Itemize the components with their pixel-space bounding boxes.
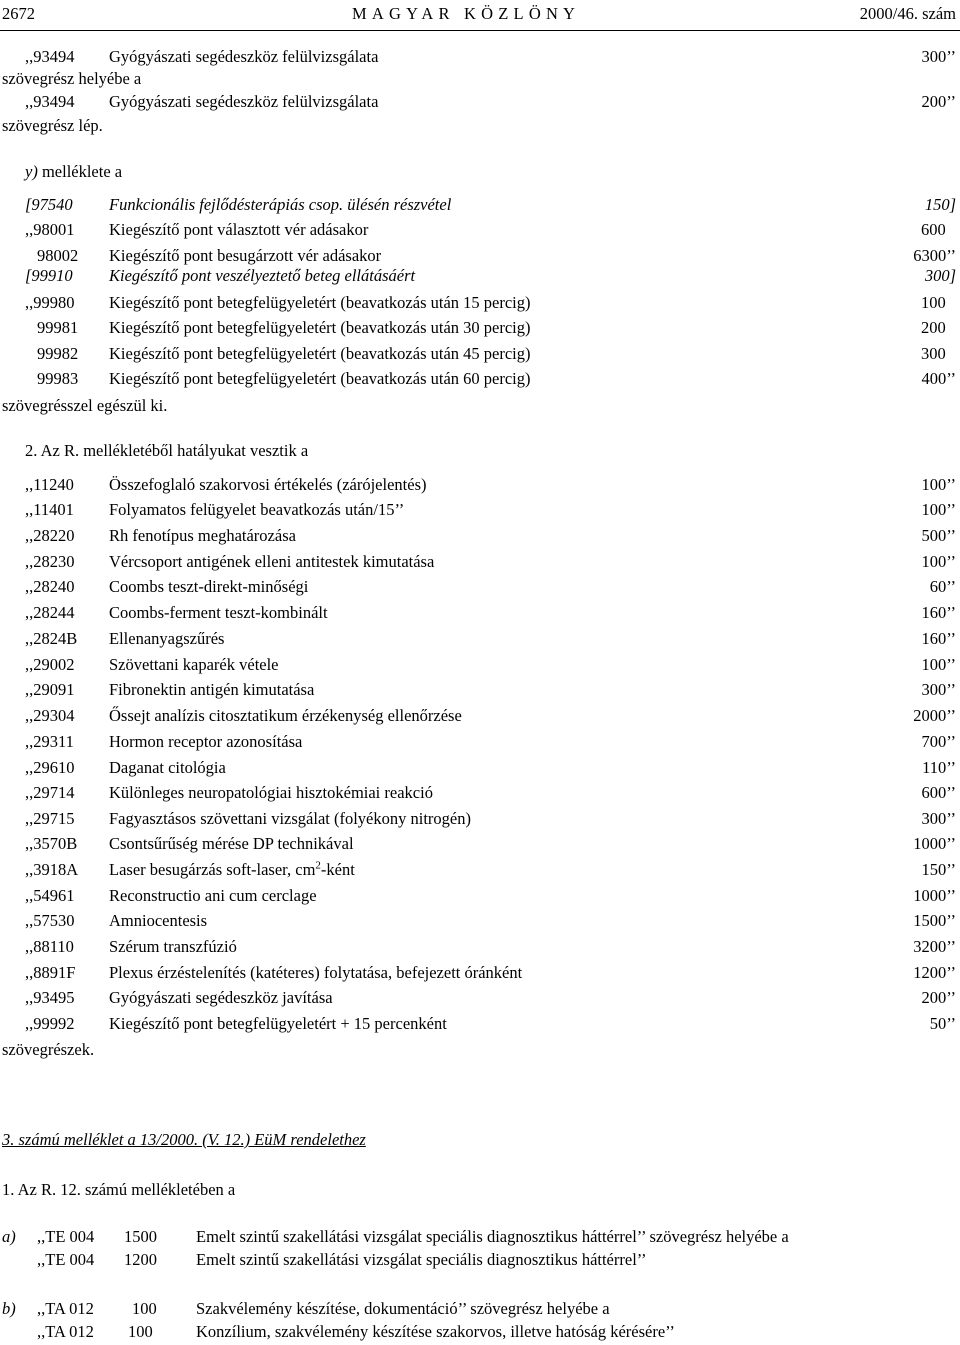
section-heading: 2. Az R. mellékletéből hatályukat vesztik a	[25, 441, 309, 460]
item-text: Szakvélemény készítése, dokumentáció’’ szövegrész helyébe a	[196, 1299, 610, 1318]
entry-desc: Rh fenotípus meghatározása	[109, 526, 296, 545]
entry-code: [97540	[25, 195, 73, 214]
entry-code: ,,28220	[25, 526, 75, 545]
item-letter: b)	[2, 1299, 16, 1318]
issue-number: 2000/46. szám	[859, 4, 956, 23]
entry-value: 200’’	[921, 92, 956, 111]
entry-desc: Kiegészítő pont betegfelügyeletért (beavatkozás után 15 percig)	[109, 293, 531, 312]
entry-value: 50’’	[929, 1014, 956, 1033]
entry-value: 300]	[924, 266, 956, 285]
page-number: 2672	[2, 4, 35, 23]
entry-code: ,,29304	[25, 706, 75, 725]
entry-code: ,,99992	[25, 1014, 75, 1033]
item-letter: a)	[2, 1227, 16, 1246]
entry-code: ,,11240	[25, 475, 74, 494]
entry-value: 160’’	[921, 629, 956, 648]
entry-value: 150’’	[921, 860, 956, 879]
entry-value: 60’’	[929, 577, 956, 596]
entry-desc: Folyamatos felügyelet beavatkozás után/15’’	[109, 500, 405, 519]
entry-desc: Kiegészítő pont besugárzott vér adásakor	[109, 246, 382, 265]
entry-desc	[109, 861, 355, 879]
entry-desc: Coombs teszt-direkt-minőségi	[109, 577, 309, 596]
entry-value: 700’’	[921, 732, 956, 751]
entry-value: 6300’’	[913, 246, 956, 265]
entry-desc: Kiegészítő pont betegfelügyeletért (beavatkozás után 60 percig)	[109, 369, 531, 388]
item-number: 1200	[124, 1250, 157, 1269]
entry-value: 150]	[924, 195, 956, 214]
entry-code: ,,28244	[25, 603, 75, 622]
entry-desc: Összefoglaló szakorvosi értékelés (zárójelentés)	[109, 475, 427, 494]
entry-value: 300	[921, 344, 946, 363]
entry-desc: Amniocentesis	[109, 911, 208, 930]
header-rule	[0, 30, 960, 31]
entry-desc: Szérum transzfúzió	[109, 937, 237, 956]
annex-letter: y)	[25, 162, 38, 181]
item-text: Emelt szintű szakellátási vizsgálat speciális diagnosztikus háttérrel’’	[196, 1250, 647, 1269]
entry-desc: Kiegészítő pont betegfelügyeletért (beavatkozás után 30 percig)	[109, 318, 531, 337]
entry-desc: Fagyasztásos szövettani vizsgálat (folyékony nitrogén)	[109, 809, 471, 828]
entry-value: 1200’’	[913, 963, 956, 982]
item-code: ,,TE 004	[37, 1250, 95, 1269]
entry-desc: Szövettani kaparék vétele	[109, 655, 279, 674]
entry-code: ,,98001	[25, 220, 75, 239]
entry-value: 100	[921, 293, 946, 312]
entry-desc: Vércsoport antigének elleni antitestek kimutatása	[109, 552, 435, 571]
entry-value: 200	[921, 318, 946, 337]
entry-code: ,,93495	[25, 988, 75, 1007]
connector-text: szövegrész helyébe a	[2, 69, 142, 88]
entry-desc: Kiegészítő pont betegfelügyeletért (beavatkozás után 45 percig)	[109, 344, 531, 363]
entry-code: ,,29311	[25, 732, 74, 751]
entry-code: ,,57530	[25, 911, 75, 930]
entry-code: ,,2824B	[25, 629, 78, 648]
entry-code: ,,11401	[25, 500, 74, 519]
entry-desc: Gyógyászati segédeszköz javítása	[109, 988, 333, 1007]
entry-value: 100’’	[921, 475, 956, 494]
entry-value: 1500’’	[913, 911, 956, 930]
entry-desc: Gyógyászati segédeszköz felülvizsgálata	[109, 92, 379, 111]
entry-desc: Ellenanyagszűrés	[109, 629, 225, 648]
entry-value: 160’’	[921, 603, 956, 622]
entry-desc: Reconstructio ani cum cerclage	[109, 886, 317, 905]
entry-code: ,,93494	[25, 47, 75, 66]
connector-text: szövegrésszel egészül ki.	[2, 396, 168, 415]
entry-desc: Kiegészítő pont veszélyeztető beteg ellátásáért	[109, 266, 416, 285]
entry-code: ,,29714	[25, 783, 75, 802]
superscript: 2	[315, 859, 321, 872]
item-code: ,,TA 012	[37, 1299, 94, 1318]
entry-code: ,,3570B	[25, 834, 78, 853]
entry-desc: Kiegészítő pont választott vér adásakor	[109, 220, 369, 239]
entry-desc: Kiegészítő pont betegfelügyeletért + 15 percenként	[109, 1014, 447, 1033]
entry-code: ,,28230	[25, 552, 75, 571]
entry-value: 100’’	[921, 552, 956, 571]
connector-text: szövegrészek.	[2, 1040, 95, 1059]
entry-code: [99910	[25, 266, 73, 285]
item-number: 100	[132, 1299, 157, 1318]
item-text: Emelt szintű szakellátási vizsgálat speciális diagnosztikus háttérrel’’ szövegrész helyébe a	[196, 1227, 789, 1246]
item-number: 1500	[124, 1227, 157, 1246]
entry-code: ,,99980	[25, 293, 75, 312]
entry-desc: Csontsűrűség mérése DP technikával	[109, 834, 354, 853]
annex-y-heading	[25, 163, 122, 181]
entry-desc-text: Laser besugárzás soft-laser, cm	[109, 860, 316, 879]
entry-value: 1000’’	[913, 886, 956, 905]
entry-code: ,,93494	[25, 92, 75, 111]
entry-desc: Őssejt analízis citosztatikum érzékenység ellenőrzése	[109, 706, 462, 725]
entry-value: 300’’	[921, 809, 956, 828]
item-code: ,,TE 004	[37, 1227, 95, 1246]
entry-desc: Fibronektin antigén kimutatása	[109, 680, 315, 699]
entry-code: ,,29715	[25, 809, 75, 828]
entry-value: 1000’’	[913, 834, 956, 853]
entry-code: ,,88110	[25, 937, 74, 956]
entry-code: 99983	[37, 369, 79, 388]
entry-value: 100’’	[921, 500, 956, 519]
entry-value: 600’’	[921, 783, 956, 802]
item-number: 100	[128, 1322, 153, 1341]
entry-desc: Daganat citológia	[109, 758, 226, 777]
entry-code: ,,8891F	[25, 963, 76, 982]
entry-desc: Hormon receptor azonosítása	[109, 732, 303, 751]
entry-desc: Különleges neuropatológiai hisztokémiai reakció	[109, 783, 433, 802]
entry-desc: Funkcionális fejlődésterápiás csop. ülésén részvétel	[109, 195, 452, 214]
entry-desc-suffix: -ként	[320, 860, 355, 879]
entry-desc: Gyógyászati segédeszköz felülvizsgálata	[109, 47, 379, 66]
connector-text: szövegrész lép.	[2, 116, 103, 135]
entry-code: 99982	[37, 344, 79, 363]
entry-code: ,,29610	[25, 758, 75, 777]
item-code: ,,TA 012	[37, 1322, 94, 1341]
entry-value: 3200’’	[913, 937, 956, 956]
entry-code: 99981	[37, 318, 79, 337]
entry-value: 100’’	[921, 655, 956, 674]
entry-value: 200’’	[921, 988, 956, 1007]
journal-title: MAGYAR KÖZLÖNY	[352, 4, 581, 23]
item-text: Konzílium, szakvélemény készítése szakorvos, illetve hatóság kérésére’’	[196, 1322, 675, 1341]
entry-desc: Plexus érzéstelenítés (katéteres) folytatása, befejezett óránként	[109, 963, 523, 982]
entry-value: 400’’	[921, 369, 956, 388]
entry-value: 300’’	[921, 47, 956, 66]
annex-heading-text: melléklete a	[41, 162, 123, 181]
entry-code: ,,28240	[25, 577, 75, 596]
entry-value: 500’’	[921, 526, 956, 545]
entry-code: ,,29002	[25, 655, 75, 674]
annex-item-heading: 1. Az R. 12. számú mellékletében a	[2, 1180, 236, 1199]
entry-value: 2000’’	[913, 706, 956, 725]
entry-code: 98002	[37, 246, 79, 265]
entry-value: 110’’	[922, 758, 956, 777]
entry-code: ,,29091	[25, 680, 75, 699]
entry-value: 300’’	[921, 680, 956, 699]
entry-desc: Coombs-ferment teszt-kombinált	[109, 603, 328, 622]
entry-value: 600	[921, 220, 946, 239]
annex-title: 3. számú melléklet a 13/2000. (V. 12.) EüM rendelethez	[2, 1130, 366, 1149]
entry-code: ,,3918A	[25, 860, 79, 879]
entry-code: ,,54961	[25, 886, 75, 905]
